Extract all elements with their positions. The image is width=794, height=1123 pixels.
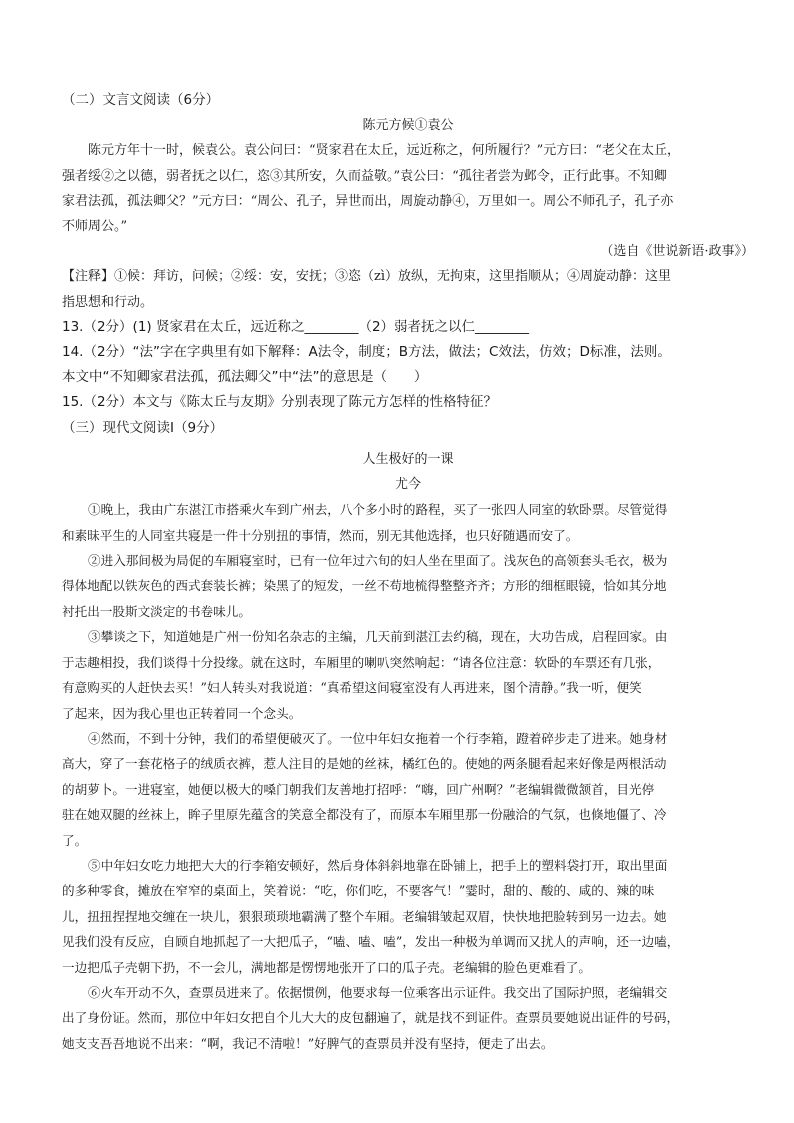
paragraph-line: 的胡萝卜。一进寝室，她便以极大的嗓门朝我们友善地打招呼：“嗨，回广州啊？”老编辑微微颔首，目光停 [62,781,655,797]
paragraph [62,624,754,726]
paragraph [62,726,754,853]
paragraph-line: 得体地配以铁灰色的西式套装长裤；染黑了的短发，一丝不苟地梳得整整齐齐；方形的细框眼镜，恰如其分地 [62,578,667,594]
paragraph-line: 衬托出一股斯文淡定的书卷味儿。 [62,603,251,619]
classical-line: 陈元方年十一时，候袁公。袁公问曰：“贤家君在太丘，远近称之，何所履行？”元方曰：“老父在太丘， [88,143,680,159]
paragraph [62,980,754,1056]
classical-source: （选自《世说新语·政事》） [600,244,754,260]
classical-title: 陈元方候①袁公 [362,118,454,134]
paragraph-line: ③攀谈之下，知道她是广州一份知名杂志的主编，几天前到湛江去约稿，现在，大功告成，启程回家。由 [88,629,668,645]
modern-title: 人生极好的一课 [362,451,454,467]
classical-notes [62,264,754,314]
paragraph-line: 一边把瓜子壳朝下扔，不一会儿，满地都是愣愣地张开了口的瓜子壳。老编辑的脸色更难看了。 [62,959,591,975]
modern-author: 尤今 [394,477,421,493]
notes-line: 【注释】①候：拜访，问候；②绥：安，安抚；③恣（zì）放纵，无拘束，这里指顺从；④周旋动静：这里 [62,269,672,285]
paragraph-line: 驻在她双腿的丝袜上，眸子里原先蕴含的笑意全都没有了，而原本车厢里那一份融洽的气氛，也倏地僵了、冷 [62,807,667,823]
questions-block [62,315,754,416]
paragraph-line: 儿，扭扭捏捏地交缠在一块儿，狠狠琐琐地霸满了整个车厢。老编辑皱起双眉，快快地把脸转到另一边去。她 [62,908,667,924]
paragraph-line: 了起来，因为我心里也正转着同一个念头。 [62,705,302,721]
classical-passage [62,138,754,239]
paragraph [62,497,754,548]
classical-line: 家君法孤，孤法卿父？”元方曰：“周公、孔子，异世而出，周旋动静④，万里如一。周公不师孔子，孔子亦 [62,193,674,209]
classical-line: 强者绥②之以德，弱者抚之以仁，恣③其所安，久而益敬。”袁公曰：“孤往者尝为邺令，正行此事。不知卿 [62,168,667,184]
paragraph-line: ④然而，不到十分钟，我们的希望便破灭了。一位中年妇女拖着一个行李箱，蹬着碎步走了进来。她身材 [88,730,668,746]
modern-passage [62,497,754,1056]
notes-line: 指思想和行动。 [62,294,154,310]
exam-page [62,88,754,1056]
question-14: 14.（2分）“法”字在字典里有如下解释：A法令，制度；B方法，做法；C效法，仿效；D标准，法则。 [62,344,671,361]
paragraph-line: 出了身份证。然而，那位中年妇女把自个儿大大的皮包翻遍了，就是找不到证件。查票员要她说出证件的号码， [62,1010,680,1026]
paragraph-line: 有意购买的人赶快去买！”妇人转头对我说道：“真希望这间寝室没有人再进来，图个清静。”我一听，便笑 [62,680,642,696]
question-13: 13.（2分）(1) 贤家君在太丘，远近称之________（2）弱者抚之以仁________ [62,318,530,335]
paragraph-line: 高大，穿了一套花格子的绒质衣裤，惹人注目的是她的丝袜，橘红色的。使她的两条腿看起来好像是两根活动 [62,756,667,772]
paragraph-line: 见我们没有反应，自顾自地抓起了一大把瓜子，“嗑、嗑、嗑”，发出一种极为单调而又扰人的声响，还一边嗑， [62,934,680,950]
section-heading-classical: （二）文言文阅读（6分） [62,92,220,108]
paragraph-line: ⑤中年妇女吃力地把大大的行李箱安顿好，然后身体斜斜地靠在卧铺上，把手上的塑料袋打开，取出里面 [88,857,668,873]
paragraph-line: 她支支吾吾地说不出来：“啊，我记不清啦！”好脾气的查票员并没有坚持，便走了出去。 [62,1035,554,1051]
paragraph-line: 于志趣相投，我们谈得十分投缘。就在这时，车厢里的喇叭突然响起：“请各位注意：软卧的车票还有几张， [62,654,661,670]
paragraph-line: ②进入那间极为局促的车厢寝室时，已有一位年过六旬的妇人坐在里面了。浅灰色的高领套头毛衣，极为 [88,553,668,569]
classical-line: 不师周公。” [62,219,128,235]
paragraph [62,548,754,624]
paragraph-line: 了。 [62,832,88,848]
paragraph-line: 和素昧平生的人同室共寝是一件十分别扭的事情，然而，别无其他选择，也只好随遇而安了。 [62,527,579,543]
section-heading-modern: （三）现代文阅读Ⅰ（9分） [62,419,224,436]
paragraph-line: ⑥火车开动不久，查票员进来了。依据惯例，他要求每一位乘客出示证件。我交出了国际护照，老编辑交 [88,984,668,1000]
question-15: 15.（2分）本文与《陈太丘与友期》分别表现了陈元方怎样的性格特征？ [62,394,498,411]
paragraph [62,853,754,980]
question-14-continued: 本文中“不知卿家君法孤，孤法卿父”中“法”的意思是（ ） [62,369,428,386]
paragraph-line: ①晚上，我由广东湛江市搭乘火车到广州去，八个多小时的路程，买了一张四人同室的软卧票。尽管觉得 [88,502,668,518]
paragraph-line: 的多种零食，摊放在窄窄的桌面上，笑着说：“吃，你们吃，不要客气！”霎时，甜的、酸的、咸的、辣的味 [62,883,655,899]
